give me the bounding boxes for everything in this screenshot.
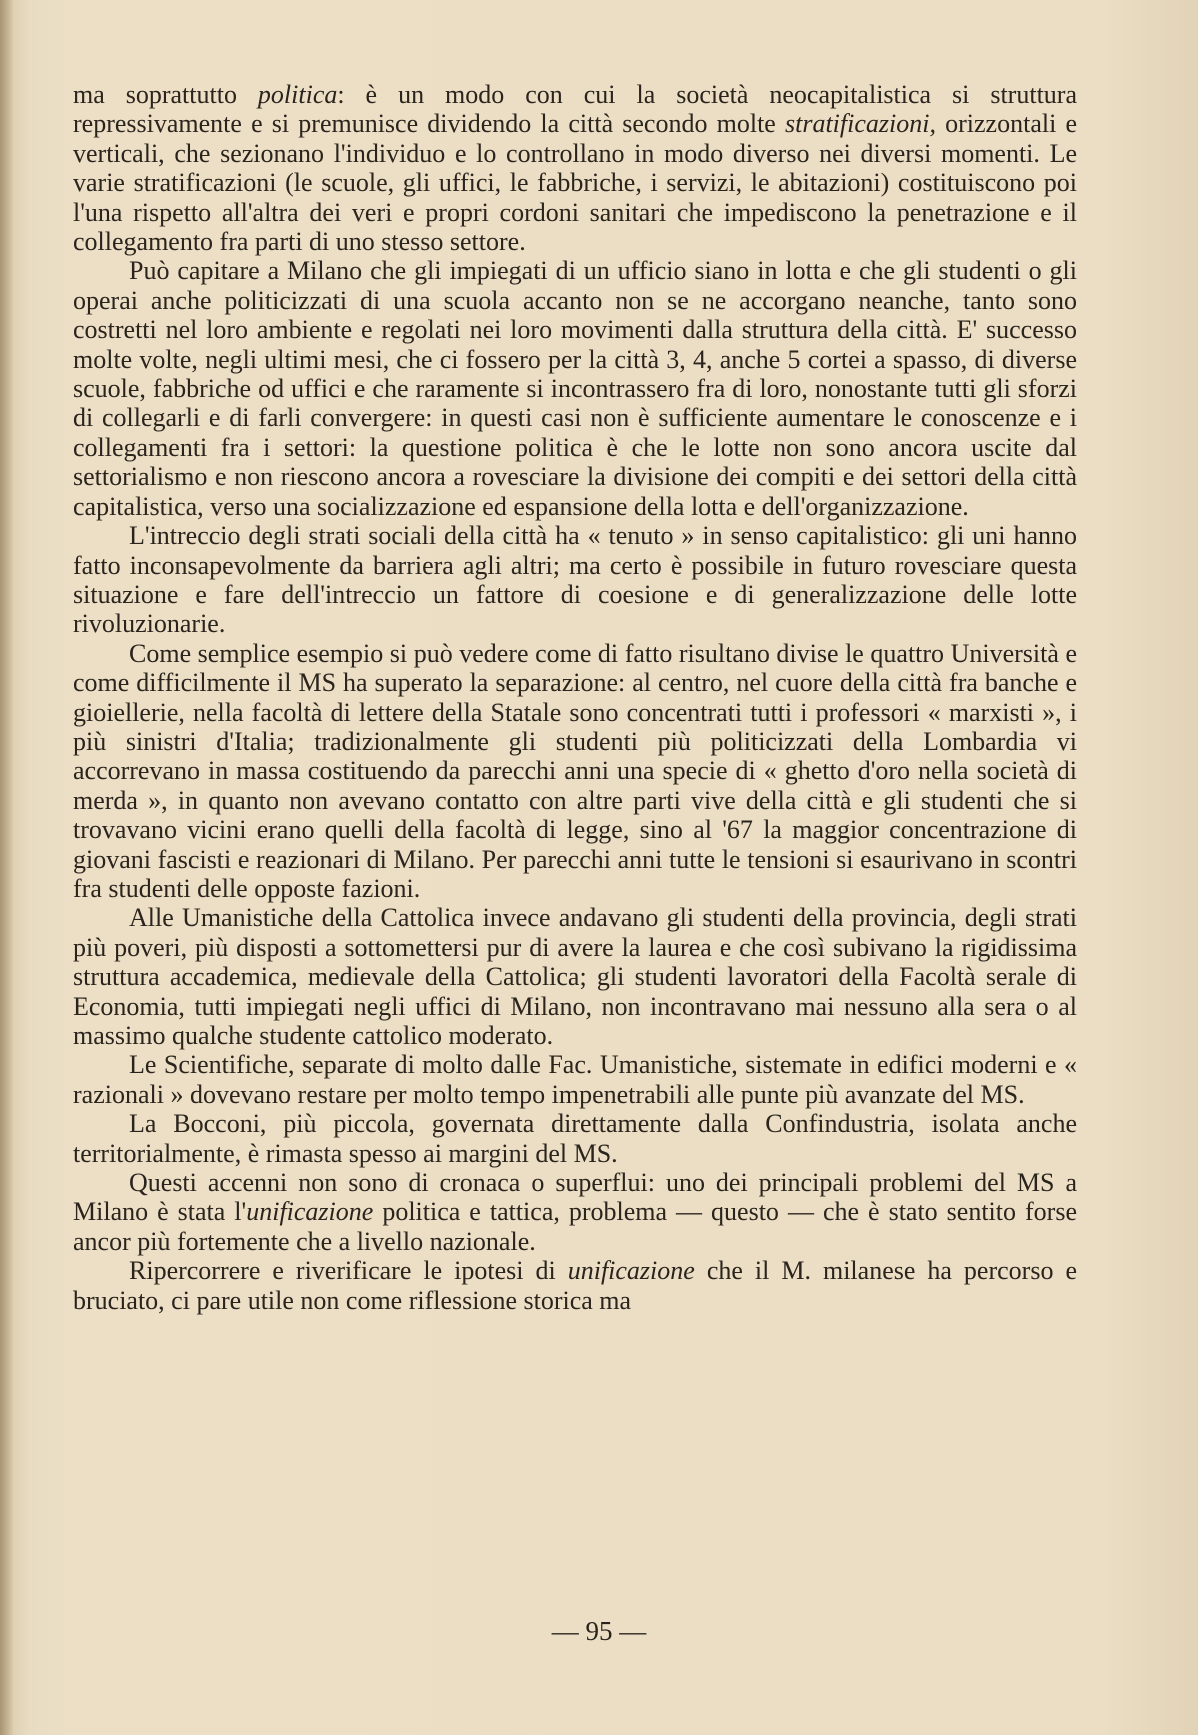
paragraph-7: La Bocconi, più piccola, governata direttamente dalla Confindustria, isolata anche territorialmente, è rimasta spesso ai margini del MS. xyxy=(73,1109,1077,1168)
emphasis-unificazione: unificazione xyxy=(246,1197,374,1227)
page-number: — 95 — xyxy=(551,1616,647,1646)
paragraph-6: Le Scientifiche, separate di molto dalle Fac. Umanistiche, sistemate in edifici moderni e « razionali » dovevano restare per molto tempo impenetrabili alle punte più avanzate del MS. xyxy=(73,1050,1077,1109)
paragraph-4: Come semplice esempio si può vedere come di fatto risultano divise le quattro Università e come difficilmente il MS ha superato la separazione: al centro, nel cuore della città fra banche e gioiellerie, nella facoltà di lettere della Statale sono concentrati tutti i professori « marxisti », i più sinistri d'Italia; tradizionalmente gli studenti più politicizzati della Lombardia vi accorrevano in massa costituendo da parecchi anni una specie di « ghetto d'oro nella società di merda », in quanto non avevano contatto con altre parti vive della città e gli studenti che si trovavano vicini erano quelli della facoltà di legge, sino al '67 la maggior concentrazione di giovani fascisti e reazionari di Milano. Per parecchi anni tutte le tensioni si esaurivano in scontri fra studenti delle opposte fazioni. xyxy=(73,638,1077,903)
paragraph-9: Ripercorrere e riverificare le ipotesi di unificazione che il M. milanese ha percorso e bruciato, ci pare utile non come riflessione storica ma xyxy=(73,1256,1077,1315)
emphasis-politica: politica xyxy=(257,80,338,109)
emphasis-stratificazioni: stratificazioni, xyxy=(785,109,936,139)
paragraph-3: L'intreccio degli strati sociali della città ha « tenuto » in senso capitalistico: gli uni hanno fatto inconsapevolmente da barriera agli altri; ma certo è possibile in futuro rovesciare questa situazione e fare dell'intreccio un fattore di coesione e di generalizzazione delle lotte rivoluzionarie. xyxy=(73,521,1077,639)
body-text xyxy=(73,80,1077,1315)
paragraph-5: Alle Umanistiche della Cattolica invece andavano gli studenti della provincia, degli strati più poveri, più disposti a sottomettersi pur di avere la laurea e che così subivano la rigidissima struttura accademica, medievale della Cattolica; gli studenti lavoratori della Facoltà serale di Economia, tutti impiegati negli uffici di Milano, non incontravano mai nessuno alla sera o al massimo qualche studente cattolico moderato. xyxy=(73,903,1077,1050)
paragraph-1: ma soprattutto politica: è un modo con cui la società neocapitalistica si struttura repressivamente e si premunisce dividendo la città secondo molte stratificazioni, orizzontali e verticali, che sezionano l'individuo e lo controllano in modo diverso nei diversi momenti. Le varie stratificazioni (le scuole, gli uffici, le fabbriche, i servizi, le abitazioni) costituiscono poi l'una rispetto all'altra dei veri e propri cordoni sanitari che impediscono la penetrazione e il collegamento fra parti di uno stesso settore. xyxy=(73,80,1077,257)
paragraph-2: Può capitare a Milano che gli impiegati di un ufficio siano in lotta e che gli studenti o gli operai anche politicizzati di una scuola accanto non se ne accorgano neanche, tanto sono costretti nel loro ambiente e regolati nei loro movimenti dalla struttura della città. E' successo molte volte, negli ultimi mesi, che ci fossero per la città 3, 4, anche 5 cortei a spasso, di diverse scuole, fabbriche od uffici e che raramente si incontrassero fra di loro, nonostante tutti gli sforzi di collegarli e di farli convergere: in questi casi non è sufficiente aumentare le conoscenze e i collegamenti fra i settori: la questione politica è che le lotte non sono ancora uscite dal settorialismo e non riescono ancora a rovesciare la divisione dei compiti e dei settori della città capitalistica, verso una socializzazione ed espansione della lotta e dell'organizzazione. xyxy=(73,256,1077,521)
emphasis-unificazione: unificazione xyxy=(567,1256,695,1286)
paragraph-8: Questi accenni non sono di cronaca o superflui: uno dei principali problemi del MS a Milano è stata l'unificazione politica e tattica, problema — questo — che è stato sentito forse ancor più fortemente che a livello nazionale. xyxy=(73,1168,1077,1256)
